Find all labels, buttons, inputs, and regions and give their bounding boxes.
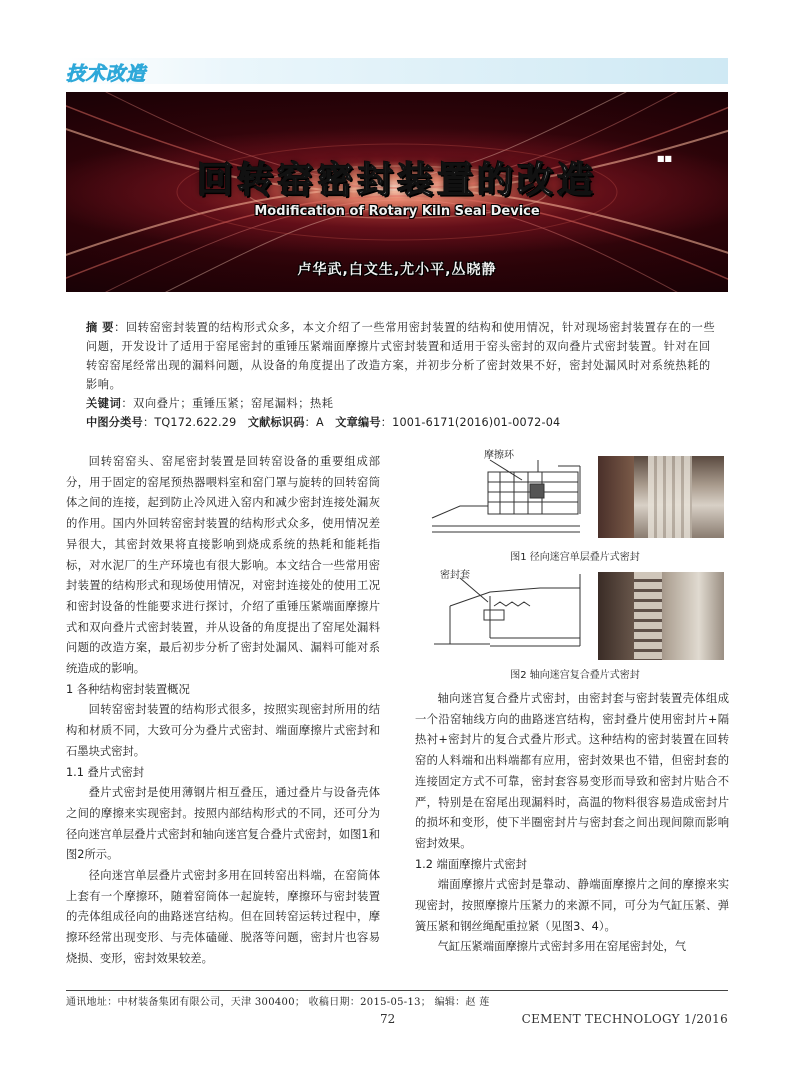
figure-2-photo — [598, 572, 724, 660]
figure-2-caption: 图2 轴向迷宫复合叠片式密封 — [510, 670, 640, 681]
classification-line — [86, 413, 716, 432]
article-no-label: 文章编号 — [335, 416, 381, 429]
section-label: 技术改造 — [66, 63, 147, 85]
figure-2-label: 密封套 — [440, 570, 470, 581]
abstract-paragraph — [86, 318, 716, 394]
article-authors: 卢华武,白文生,尤小平,丛晓静 — [297, 262, 497, 278]
classification-label: 中图分类号 — [86, 416, 143, 429]
abstract-block — [86, 318, 716, 432]
figure-2 — [430, 566, 730, 666]
abstract-text: ：回转窑密封装置的结构形式众多，本文介绍了一些常用密封装置的结构和使用情况，针对现场密封装置存在的一些问题，开发设计了适用于窑尾密封的重锤压紧端面摩擦片式密封装置和适用于窑头密封的双向叠片式密封装置。针对在回转窑窑尾经常出现的漏料问题，从设备的角度提出了改造方案，并初步分析了密封效果不好，密封处漏风时对系统热耗的影响。 — [86, 321, 716, 391]
article-no-value: ：1001-6171(2016)01-0072-04 — [380, 416, 561, 429]
section-header — [66, 58, 728, 84]
page-number: 72 — [380, 1012, 396, 1026]
body-paragraph: 气缸压紧端面摩擦片式密封多用在窑尾密封处，气 — [437, 940, 687, 954]
left-column — [66, 452, 380, 970]
keywords-text: ：双向叠片；重锤压紧；窑尾漏料；热耗 — [121, 397, 334, 410]
figure-2-drawing — [430, 566, 590, 656]
section-heading-1-1: 1.1 叠片式密封 — [66, 765, 145, 779]
title-banner — [66, 92, 728, 292]
classification-value: ：TQ172.622.29 — [142, 416, 237, 429]
figure-1-caption: 图1 径向迷宫单层叠片式密封 — [510, 552, 640, 563]
keywords-line — [86, 394, 716, 413]
keywords-label: 关键词 — [86, 397, 122, 410]
article-subtitle-english: Modification of Rotary Kiln Seal Device — [254, 204, 540, 219]
figure-1 — [430, 446, 730, 546]
right-column — [415, 689, 729, 958]
figure-1-label: 摩擦环 — [484, 450, 514, 461]
section-heading-1: 1 各种结构密封装置概况 — [66, 682, 190, 696]
article-title: 回转窑密封装置的改造 — [196, 160, 597, 201]
body-paragraph: 轴向迷宫复合叠片式密封，由密封套与密封装置壳体组成一个沿窑轴线方向的曲路迷宫结构，密封叠片使用密封片+隔热衬+密封片的复合式叠片形式。这种结构的密封装置在回转窑的人料端和出料端都有应用，密封效果也不错，但密封套的连接固定方式不可靠，密封套容易变形而导致和密封片贴合不严，特别是在窑尾出现漏料时，高温的物料很容易造成密封片的损坏和变形，使下半圈密封片与密封套之间出现间隙而影响密封效果。 — [415, 692, 729, 850]
abstract-label: 摘 要 — [86, 321, 115, 334]
body-paragraph: 回转窑密封装置的结构形式很多，按照实现密封所用的结构和材质不同，大致可分为叠片式密封、端面摩擦片式密封和石墨块式密封。 — [66, 703, 380, 758]
body-paragraph: 叠片式密封是使用薄钢片相互叠压，通过叠片与设备壳体之间的摩擦来实现密封。按照内部结构形式的不同，还可分为径向迷宫单层叠片式密封和轴向迷宫复合叠片式密封，如图1和图2所示。 — [66, 786, 380, 862]
footer-note: 通讯地址：中材装备集团有限公司，天津 300400； 收稿日期：2015-05-13； 编辑：赵 莲 — [66, 997, 490, 1008]
intro-paragraph: 回转窑窑头、窑尾密封装置是回转窑设备的重要组成部分，用于固定的窑尾预热器喂料室和窑门罩与旋转的回转窑筒体之间的连接，起到防止冷风进入窑内和减少密封连接处漏灰的作用。国内外回转窑密封装置的结构形式众多，使用情况差异很大，其密封效果将直接影响到烧成系统的热耗和能耗指标，对水泥厂的生产环境也有很大影响。本文结合一些常用密封装置的结构形式和现场使用情况，对密封连接处的使用工况和密封设备的性能要求进行探讨，介绍了重锤压紧端面摩擦片式和双向叠片式密封装置，并从设备的角度提出了窑尾处漏料问题的改造方案，最后初步分析了密封处漏风、漏料可能对系统造成的影响。 — [66, 455, 380, 676]
doc-code-value: ：A — [304, 416, 324, 429]
figure-1-drawing — [430, 446, 590, 536]
footer-rule — [66, 990, 728, 991]
banner-mark: ■■ — [656, 154, 672, 163]
body-paragraph: 端面摩擦片式密封是靠动、静端面摩擦片之间的摩擦来实现密封，按照摩擦片压紧力的来源不同，可分为气缸压紧、弹簧压紧和钢丝绳配重拉紧（见图3、4）。 — [415, 878, 729, 933]
section-heading-1-2: 1.2 端面摩擦片式密封 — [415, 857, 527, 871]
doc-code-label: 文献标识码 — [247, 416, 305, 429]
figure-1-photo — [598, 456, 724, 538]
body-paragraph: 径向迷宫单层叠片式密封多用在回转窑出料端，在窑筒体上套有一个摩擦环，随着窑筒体一起旋转，摩擦环与密封装置的壳体组成径向的曲路迷宫结构。但在回转窑运转过程中，摩擦环经常出现变形、与壳体磕碰、脱落等问题，密封片也容易烧损、变形，密封效果较差。 — [66, 869, 380, 965]
journal-name: CEMENT TECHNOLOGY 1/2016 — [521, 1012, 728, 1026]
